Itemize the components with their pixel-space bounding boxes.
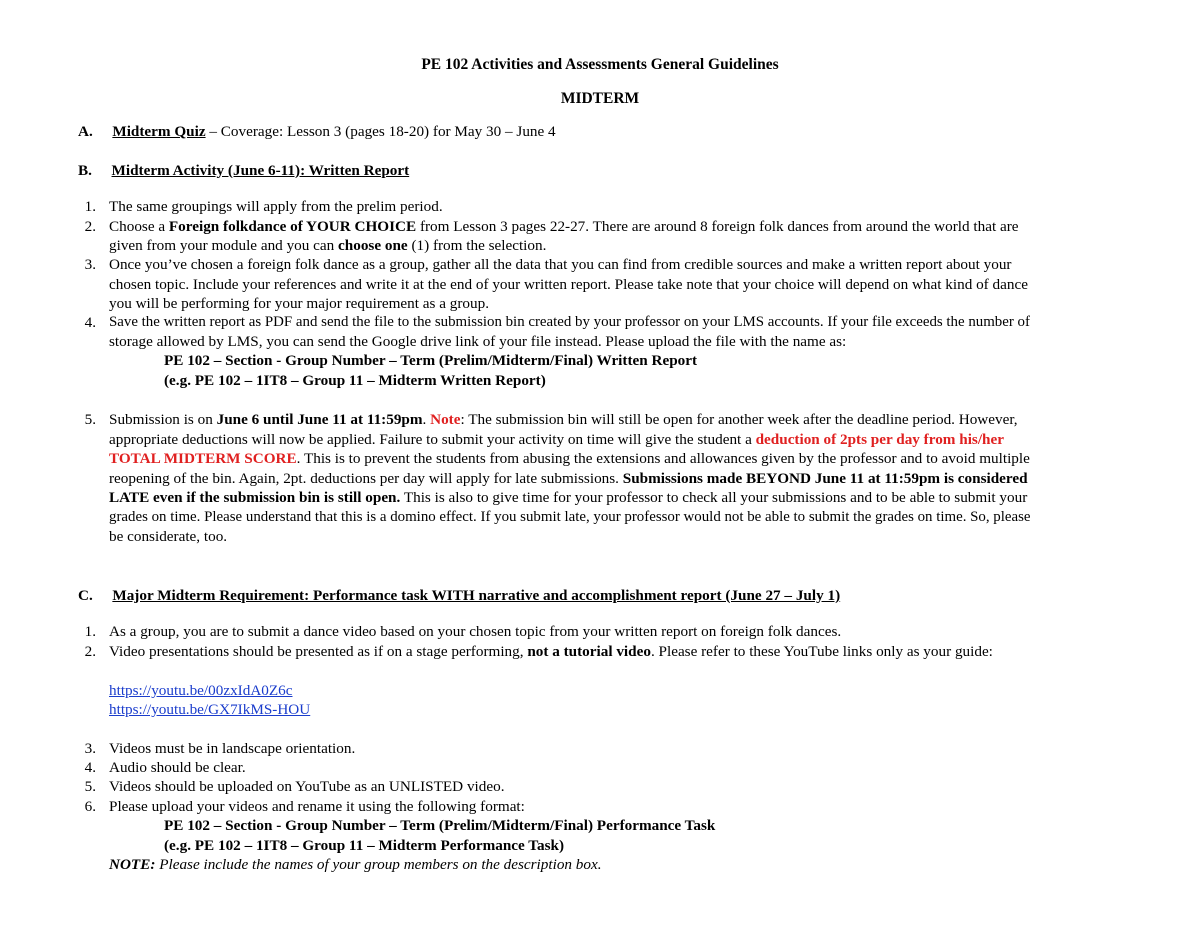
b-item-5-note-label: Note <box>430 411 461 428</box>
c-item-5-text: Videos should be uploaded on YouTube as an UNLISTED video. <box>109 778 505 795</box>
c-item-2-not-tutorial: not a tutorial video <box>527 643 651 660</box>
b-item-5-deadline: June 6 until June 11 at 11:59pm <box>216 411 423 428</box>
b-item-4-example: (e.g. PE 102 – 1IT8 – Group 11 – Midterm Written Report) <box>164 372 546 389</box>
b-item-5-number: 5. <box>84 411 96 428</box>
b-item-2-bold-choice: Foreign folkdance of YOUR CHOICE <box>168 218 417 235</box>
b-item-5-text-c: : The submission bin will still be open for another week after the deadline period. However, <box>460 411 1018 428</box>
b-item-2-text-a: Choose a <box>109 218 169 235</box>
youtube-link-2[interactable]: https://youtu.be/GX7IkMS-HOU <box>109 701 311 718</box>
section-c-letter: C. <box>78 587 93 604</box>
c-item-1-text: As a group, you are to submit a dance video based on your chosen topic from your written report on foreign folk dances. <box>109 623 842 640</box>
c-item-6-note-text: Please include the names of your group members on the description box. <box>155 856 602 873</box>
b-item-3-line-2: chosen topic. Include your references and write it at the end of your written report. Please take note that your choice will depend on what kind of dance <box>109 276 1028 293</box>
section-b-letter: B. <box>78 162 92 179</box>
b-item-2-line-2 <box>109 236 546 256</box>
b-item-4-number: 4. <box>84 314 96 331</box>
c-item-3-number: 3. <box>84 740 96 757</box>
b-item-4-line-1: Save the written report as PDF and send the file to the submission bin created by your professor on your LMS accounts. If your file exceeds the number of <box>109 314 1030 330</box>
b-item-2-line-1 <box>109 217 1019 237</box>
document-subtitle: MIDTERM <box>560 90 640 107</box>
b-item-5-line-3 <box>109 449 1030 469</box>
b-item-2-bold-one: choose one <box>338 237 408 254</box>
b-item-3-line-1: Once you’ve chosen a foreign folk dance as a group, gather all the data that you can find from credible sources and make a written report about your <box>109 256 1012 273</box>
c-item-2-text <box>109 642 993 662</box>
c-item-6-note-label: NOTE: <box>109 856 156 873</box>
c-item-2-text-a: Video presentations should be presented as if on a stage performing, <box>109 643 528 660</box>
b-item-5-line-4 <box>109 469 1028 489</box>
b-item-4-line-2: storage allowed by LMS, you can send the Google drive link of your file instead. Please upload the file with the name as: <box>109 333 847 350</box>
c-item-6-text: Please upload your videos and rename it using the following format: <box>109 798 525 815</box>
b-item-5-beyond: Submissions made BEYOND June 11 at 11:59pm is considered <box>622 470 1028 487</box>
section-c-heading: Major Midterm Requirement: Performance task WITH narrative and accomplishment report (June 27 – July 1) <box>112 587 841 604</box>
section-b <box>78 161 409 181</box>
c-item-6-number: 6. <box>84 798 96 815</box>
b-item-5-text-b: . <box>422 411 431 428</box>
b-item-3-number: 3. <box>84 256 96 273</box>
b-item-5-line-6: grades on time. Please understand that this is a domino effect. If you submit late, your professor would not be able to submit the grades on time. So, please <box>109 509 1031 525</box>
c-item-4-text: Audio should be clear. <box>109 759 246 776</box>
b-item-5-line-2 <box>109 430 1004 450</box>
b-item-2-number: 2. <box>84 218 96 235</box>
b-item-2-text-d: (1) from the selection. <box>407 237 547 254</box>
b-item-5-text-f: reopening of the bin. Again, 2pt. deductions per day will apply for late submissions. <box>109 470 623 487</box>
c-item-2-number: 2. <box>84 643 96 660</box>
c-item-6-note <box>109 855 602 875</box>
c-item-1-number: 1. <box>84 623 96 640</box>
b-item-5-line-7: be considerate, too. <box>109 528 228 545</box>
b-item-5-deduction: deduction of 2pts per day from his/her <box>755 431 1004 448</box>
document-title: PE 102 Activities and Assessments General Guidelines <box>421 56 779 73</box>
b-item-5-text-e: . This is to prevent the students from abusing the extensions and allowances given by the professor and to avoid multiple <box>296 450 1030 467</box>
b-item-2-text-b: from Lesson 3 pages 22-27. There are around 8 foreign folk dances from around the world that are <box>416 218 1019 235</box>
b-item-5-text-a: Submission is on <box>109 411 217 428</box>
c-item-5-number: 5. <box>84 778 96 795</box>
b-item-4-format: PE 102 – Section - Group Number – Term (Prelim/Midterm/Final) Written Report <box>164 352 698 369</box>
c-item-4-number: 4. <box>84 759 96 776</box>
b-item-5-total-score: TOTAL MIDTERM SCORE <box>109 450 297 467</box>
section-c <box>78 586 840 606</box>
b-item-3-line-3: you will be performing for your major requirement as a group. <box>109 295 489 312</box>
b-item-5-text-g: This is also to give time for your professor to check all your submissions and to be able to submit your <box>400 489 1028 506</box>
b-item-5-line-1 <box>109 410 1018 430</box>
section-a-heading: Midterm Quiz <box>112 123 206 140</box>
b-item-5-late: LATE even if the submission bin is still open. <box>109 489 401 506</box>
b-item-1-text: The same groupings will apply from the prelim period. <box>109 198 443 215</box>
section-a-letter: A. <box>78 123 93 140</box>
youtube-link-1[interactable]: https://youtu.be/00zxIdA0Z6c <box>109 682 293 699</box>
c-item-6-example: (e.g. PE 102 – 1IT8 – Group 11 – Midterm Performance Task) <box>164 837 565 854</box>
c-item-3-text: Videos must be in landscape orientation. <box>109 740 356 757</box>
b-item-5-text-d: appropriate deductions will now be applied. Failure to submit your activity on time will give the student a <box>109 431 756 448</box>
b-item-5-line-5 <box>109 488 1027 508</box>
section-b-heading: Midterm Activity (June 6-11): Written Report <box>111 162 410 179</box>
b-item-2-text-c: given from your module and you can <box>109 237 339 254</box>
b-item-1-number: 1. <box>84 198 96 215</box>
section-a <box>78 122 556 142</box>
c-item-2-text-b: . Please refer to these YouTube links only as your guide: <box>650 643 993 660</box>
section-a-text: – Coverage: Lesson 3 (pages 18-20) for May 30 – June 4 <box>205 123 556 140</box>
c-item-6-format: PE 102 – Section - Group Number – Term (Prelim/Midterm/Final) Performance Task <box>164 817 716 834</box>
